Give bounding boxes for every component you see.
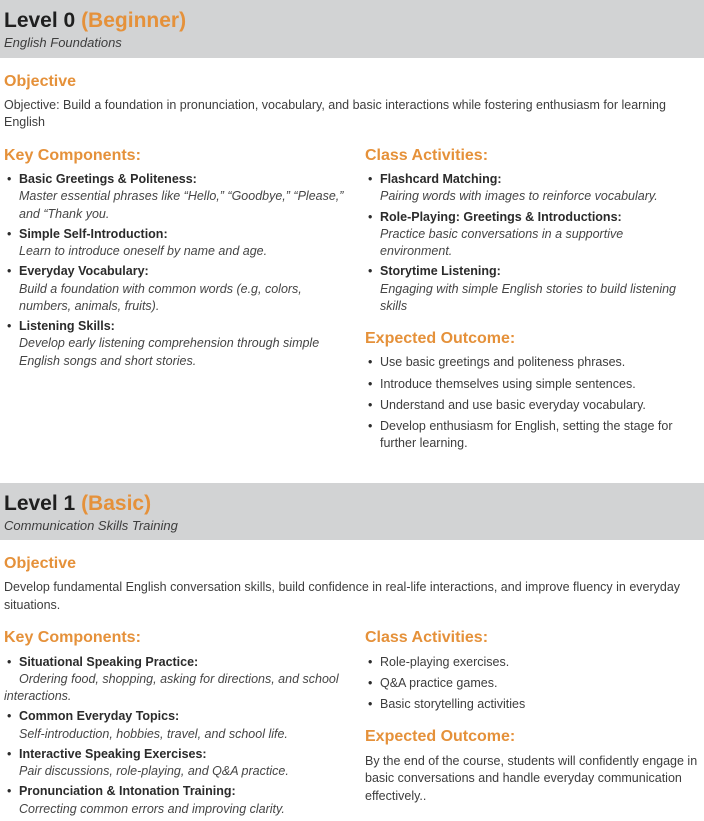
level1-class-activities-heading: Class Activities: (365, 629, 489, 647)
list-item: • Q&A practice games. (365, 675, 698, 692)
item-title: • Common Everyday Topics: (19, 709, 180, 724)
list-item: • Basic storytelling activities (365, 696, 698, 713)
level0-title (4, 9, 696, 33)
item-desc: Ordering food, shopping, asking for directions, and school interactions. (4, 671, 339, 704)
item-title: • Situational Speaking Practice: (19, 654, 199, 669)
level0-objective-heading: Objective (4, 72, 77, 90)
item-desc: Self-introduction, hobbies, travel, and school life. (19, 726, 288, 741)
level0-key-components (4, 132, 357, 373)
level1-content (0, 554, 704, 821)
item-desc: Practice basic conversations in a supportive environment. (380, 226, 624, 259)
level1-title (4, 492, 696, 516)
item-title: • Pronunciation & Intonation Training: (19, 784, 236, 799)
list-item (4, 263, 357, 315)
level0-class-activities-list (365, 171, 698, 315)
level1-expected-outcome-text: By the end of the course, students will confidently engage in basic conversations and handle everyday communication effectively.. (365, 753, 698, 803)
level1-title-text: Level 1 (4, 491, 76, 515)
item-desc: Pair discussions, role-playing, and Q&A practice. (19, 764, 289, 779)
item-title: • Everyday Vocabulary: (19, 264, 149, 279)
list-item: • Role-playing exercises. (365, 654, 698, 671)
level1-key-components (4, 614, 357, 820)
list-item (4, 746, 357, 781)
item-title: • Role-Playing: Greetings & Introductions: (380, 209, 622, 224)
item-desc: Engaging with simple English stories to build listening skills (380, 281, 676, 313)
level1-expected-outcome-heading: Expected Outcome: (365, 728, 516, 746)
list-item: • Understand and use basic everyday vocabulary. (365, 397, 698, 414)
level0-expected-outcome-heading: Expected Outcome: (365, 330, 516, 348)
level1-title-qualifier: (Basic) (81, 491, 152, 515)
level1-key-components-list (4, 654, 357, 818)
list-item (4, 226, 357, 261)
level0-banner (0, 0, 704, 58)
level1-key-components-heading: Key Components: (4, 629, 141, 647)
level0-key-components-heading: Key Components: (4, 146, 141, 164)
level0-right-column (357, 132, 698, 457)
level0-class-activities-heading: Class Activities: (365, 146, 489, 164)
list-item (4, 318, 357, 370)
item-desc: Build a foundation with common words (e.g, colors, numbers, animals, fruits). (19, 281, 302, 313)
item-desc: Pairing words with images to reinforce vocabulary. (380, 189, 658, 204)
level1-right-column (357, 614, 698, 805)
level0-subtitle: English Foundations (4, 35, 122, 51)
level1-objective-text: Develop fundamental English conversation skills, build confidence in real-life interactions, and improve fluency in everyday situations. (4, 580, 681, 612)
item-title: • Listening Skills: (19, 319, 115, 334)
item-desc: Learn to introduce oneself by name and age. (19, 244, 268, 259)
level0-objective-text: Objective: Build a foundation in pronunciation, vocabulary, and basic interactions while fostering enthusiasm for learning English (4, 97, 666, 130)
item-desc: Develop early listening comprehension through simple English songs and short stories. (19, 336, 320, 368)
level0-content (0, 72, 704, 457)
list-item (365, 263, 698, 315)
level1-banner (0, 483, 704, 541)
level0-columns (4, 132, 698, 457)
list-item: • Use basic greetings and politeness phrases. (365, 354, 698, 371)
item-title: • Simple Self-Introduction: (19, 226, 168, 241)
list-item (365, 171, 698, 206)
list-item (4, 171, 357, 223)
item-title: • Interactive Speaking Exercises: (19, 746, 207, 761)
level1-class-activities-list (365, 654, 698, 714)
list-item: • Develop enthusiasm for English, setting the stage for further learning. (365, 418, 698, 453)
item-title: • Basic Greetings & Politeness: (19, 172, 197, 187)
list-item (365, 209, 698, 261)
item-title: • Flashcard Matching: (380, 172, 502, 187)
item-desc: Correcting common errors and improving clarity. (19, 801, 285, 816)
level0-key-components-list (4, 171, 357, 370)
item-title: • Storytime Listening: (380, 264, 501, 279)
level1-columns (4, 614, 698, 820)
section-gap (0, 457, 704, 483)
level0-expected-outcome-list (365, 354, 698, 452)
list-item (4, 783, 357, 818)
level0-title-qualifier: (Beginner) (81, 9, 187, 32)
item-desc: Master essential phrases like “Hello,” “Goodbye,” “Please,” and “Thank you. (19, 189, 344, 221)
list-item (4, 708, 357, 743)
level0-title-text: Level 0 (4, 9, 76, 32)
level1-subtitle: Communication Skills Training (4, 517, 178, 533)
level1-section (0, 483, 704, 821)
list-item: • Introduce themselves using simple sentences. (365, 376, 698, 393)
level1-objective-heading: Objective (4, 555, 77, 573)
